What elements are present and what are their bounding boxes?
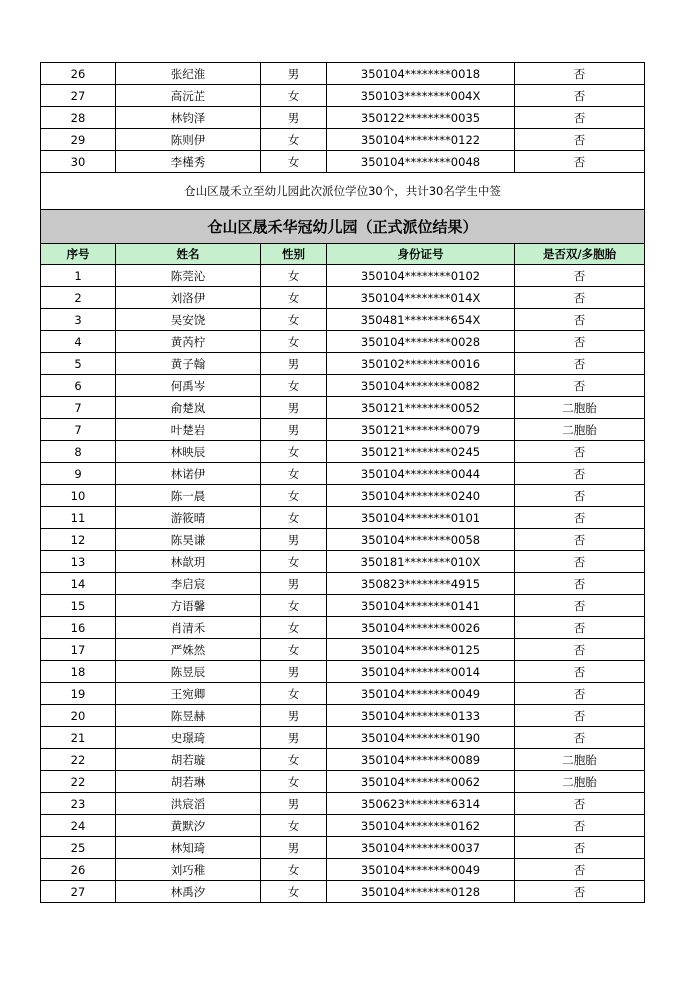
cell-multi: 否: [515, 309, 645, 331]
cell-id: 350121********0079: [327, 419, 515, 441]
cell-gender: 男: [261, 419, 327, 441]
table-row: [41, 749, 645, 771]
table-row: [41, 507, 645, 529]
cell-id: 350104********0062: [327, 771, 515, 793]
cell-id: 350104********0026: [327, 617, 515, 639]
cell-name: 林诺伊: [116, 463, 261, 485]
table-row: [41, 639, 645, 661]
cell-name: 陈昱辰: [116, 661, 261, 683]
cell-gender: 男: [261, 353, 327, 375]
cell-gender: 女: [261, 617, 327, 639]
cell-name: 张纪淮: [116, 63, 261, 85]
cell-gender: 女: [261, 815, 327, 837]
cell-no: 2: [41, 287, 116, 309]
cell-no: 13: [41, 551, 116, 573]
cell-no: 30: [41, 151, 116, 173]
cell-multi: 否: [515, 881, 645, 903]
cell-id: 350104********0190: [327, 727, 515, 749]
cell-multi: 否: [515, 463, 645, 485]
cell-id: 350104********0141: [327, 595, 515, 617]
cell-id: 350104********0125: [327, 639, 515, 661]
cell-gender: 女: [261, 595, 327, 617]
cell-no: 27: [41, 85, 116, 107]
results-table: [40, 62, 645, 903]
table-row: [41, 463, 645, 485]
cell-name: 胡若琳: [116, 771, 261, 793]
cell-no: 22: [41, 749, 116, 771]
cell-name: 方语馨: [116, 595, 261, 617]
column-header-row: [41, 244, 645, 265]
cell-no: 5: [41, 353, 116, 375]
cell-id: 350104********0101: [327, 507, 515, 529]
cell-no: 22: [41, 771, 116, 793]
cell-no: 28: [41, 107, 116, 129]
cell-name: 林歆玥: [116, 551, 261, 573]
current-school-rows: [41, 265, 645, 903]
cell-id: 350104********0048: [327, 151, 515, 173]
cell-gender: 女: [261, 309, 327, 331]
cell-gender: 男: [261, 573, 327, 595]
cell-gender: 女: [261, 129, 327, 151]
cell-name: 何禹岑: [116, 375, 261, 397]
cell-id: 350104********0014: [327, 661, 515, 683]
cell-multi: 否: [515, 815, 645, 837]
cell-id: 350104********0028: [327, 331, 515, 353]
table-row: [41, 375, 645, 397]
cell-no: 24: [41, 815, 116, 837]
cell-multi: 否: [515, 551, 645, 573]
cell-gender: 女: [261, 331, 327, 353]
cell-gender: 男: [261, 837, 327, 859]
cell-name: 刘巧稚: [116, 859, 261, 881]
cell-no: 27: [41, 881, 116, 903]
cell-multi: 否: [515, 529, 645, 551]
cell-name: 陈则伊: [116, 129, 261, 151]
cell-id: 350104********0082: [327, 375, 515, 397]
cell-no: 7: [41, 419, 116, 441]
cell-no: 17: [41, 639, 116, 661]
cell-multi: 否: [515, 107, 645, 129]
cell-multi: 否: [515, 639, 645, 661]
cell-gender: 女: [261, 441, 327, 463]
cell-gender: 女: [261, 749, 327, 771]
cell-gender: 女: [261, 859, 327, 881]
table-row: [41, 573, 645, 595]
cell-gender: 男: [261, 727, 327, 749]
table-row: [41, 661, 645, 683]
cell-no: 25: [41, 837, 116, 859]
cell-gender: 女: [261, 683, 327, 705]
table-row: [41, 397, 645, 419]
previous-school-rows: [41, 63, 645, 173]
table-row: [41, 793, 645, 815]
cell-multi: 否: [515, 287, 645, 309]
cell-multi: 否: [515, 793, 645, 815]
cell-name: 陈莞沁: [116, 265, 261, 287]
table-row: [41, 265, 645, 287]
cell-gender: 男: [261, 397, 327, 419]
header-id: 身份证号: [327, 244, 515, 265]
table-row: [41, 107, 645, 129]
table-row: [41, 287, 645, 309]
section-header: [41, 173, 645, 265]
cell-gender: 女: [261, 881, 327, 903]
cell-id: 350181********010X: [327, 551, 515, 573]
cell-name: 林知琦: [116, 837, 261, 859]
cell-no: 26: [41, 859, 116, 881]
cell-no: 14: [41, 573, 116, 595]
cell-multi: 否: [515, 837, 645, 859]
cell-id: 350623********6314: [327, 793, 515, 815]
header-gender: 性别: [261, 244, 327, 265]
cell-name: 黄芮柠: [116, 331, 261, 353]
cell-name: 洪宸滔: [116, 793, 261, 815]
cell-multi: 否: [515, 661, 645, 683]
cell-multi: 否: [515, 375, 645, 397]
table-row: [41, 63, 645, 85]
table-row: [41, 441, 645, 463]
cell-no: 7: [41, 397, 116, 419]
cell-multi: 二胞胎: [515, 771, 645, 793]
cell-name: 黄子翰: [116, 353, 261, 375]
cell-no: 1: [41, 265, 116, 287]
cell-gender: 男: [261, 705, 327, 727]
cell-no: 20: [41, 705, 116, 727]
cell-gender: 男: [261, 529, 327, 551]
cell-multi: 否: [515, 859, 645, 881]
cell-no: 10: [41, 485, 116, 507]
cell-no: 26: [41, 63, 116, 85]
cell-multi: 否: [515, 265, 645, 287]
cell-no: 29: [41, 129, 116, 151]
cell-multi: 二胞胎: [515, 397, 645, 419]
cell-id: 350122********0035: [327, 107, 515, 129]
cell-name: 肖清禾: [116, 617, 261, 639]
cell-name: 叶楚岩: [116, 419, 261, 441]
table-row: [41, 771, 645, 793]
cell-multi: 否: [515, 151, 645, 173]
cell-gender: 女: [261, 639, 327, 661]
cell-name: 黄默汐: [116, 815, 261, 837]
cell-gender: 女: [261, 771, 327, 793]
header-multi: 是否双/多胞胎: [515, 244, 645, 265]
table-row: [41, 85, 645, 107]
cell-name: 李槿秀: [116, 151, 261, 173]
table-row: [41, 129, 645, 151]
header-name: 姓名: [116, 244, 261, 265]
table-row: [41, 727, 645, 749]
cell-name: 王宛卿: [116, 683, 261, 705]
cell-name: 陈昊谦: [116, 529, 261, 551]
cell-multi: 否: [515, 63, 645, 85]
section-title: 仓山区晟禾华冠幼儿园（正式派位结果）: [41, 210, 645, 244]
cell-no: 23: [41, 793, 116, 815]
cell-no: 21: [41, 727, 116, 749]
cell-gender: 男: [261, 661, 327, 683]
cell-name: 胡若璇: [116, 749, 261, 771]
cell-name: 游筱晴: [116, 507, 261, 529]
cell-id: 350104********0089: [327, 749, 515, 771]
cell-multi: 否: [515, 129, 645, 151]
table-row: [41, 881, 645, 903]
table-row: [41, 419, 645, 441]
cell-gender: 女: [261, 375, 327, 397]
cell-multi: 否: [515, 573, 645, 595]
cell-name: 刘洛伊: [116, 287, 261, 309]
cell-gender: 女: [261, 463, 327, 485]
cell-id: 350104********0018: [327, 63, 515, 85]
cell-id: 350481********654X: [327, 309, 515, 331]
table-row: [41, 859, 645, 881]
cell-gender: 男: [261, 793, 327, 815]
cell-no: 3: [41, 309, 116, 331]
cell-multi: 否: [515, 617, 645, 639]
cell-no: 8: [41, 441, 116, 463]
header-no: 序号: [41, 244, 116, 265]
table-row: [41, 309, 645, 331]
cell-name: 史璟琦: [116, 727, 261, 749]
cell-name: 高沅芷: [116, 85, 261, 107]
summary-note: 仓山区晟禾立至幼儿园此次派位学位30个，共计30名学生中签: [41, 173, 645, 210]
cell-multi: 否: [515, 595, 645, 617]
cell-name: 林禹汐: [116, 881, 261, 903]
cell-id: 350104********0240: [327, 485, 515, 507]
table-row: [41, 529, 645, 551]
cell-multi: 否: [515, 85, 645, 107]
cell-gender: 女: [261, 551, 327, 573]
cell-gender: 女: [261, 151, 327, 173]
results-sheet: [40, 62, 644, 903]
table-row: [41, 353, 645, 375]
cell-no: 9: [41, 463, 116, 485]
cell-multi: 否: [515, 485, 645, 507]
cell-id: 350104********0058: [327, 529, 515, 551]
cell-id: 350823********4915: [327, 573, 515, 595]
cell-no: 4: [41, 331, 116, 353]
table-row: [41, 331, 645, 353]
cell-id: 350104********0122: [327, 129, 515, 151]
table-row: [41, 617, 645, 639]
cell-id: 350104********0102: [327, 265, 515, 287]
cell-id: 350104********0128: [327, 881, 515, 903]
cell-no: 16: [41, 617, 116, 639]
cell-multi: 否: [515, 727, 645, 749]
table-row: [41, 551, 645, 573]
cell-gender: 女: [261, 485, 327, 507]
cell-no: 18: [41, 661, 116, 683]
cell-id: 350104********0133: [327, 705, 515, 727]
cell-name: 陈一晨: [116, 485, 261, 507]
table-row: [41, 705, 645, 727]
cell-gender: 女: [261, 287, 327, 309]
cell-id: 350103********004X: [327, 85, 515, 107]
cell-no: 12: [41, 529, 116, 551]
cell-multi: 否: [515, 353, 645, 375]
cell-no: 15: [41, 595, 116, 617]
cell-multi: 二胞胎: [515, 749, 645, 771]
cell-multi: 否: [515, 705, 645, 727]
cell-name: 严姝然: [116, 639, 261, 661]
cell-no: 19: [41, 683, 116, 705]
cell-id: 350104********0037: [327, 837, 515, 859]
cell-id: 350104********0049: [327, 859, 515, 881]
cell-name: 李启宸: [116, 573, 261, 595]
cell-multi: 否: [515, 683, 645, 705]
cell-name: 陈昱赫: [116, 705, 261, 727]
cell-gender: 男: [261, 63, 327, 85]
cell-id: 350104********014X: [327, 287, 515, 309]
cell-id: 350121********0052: [327, 397, 515, 419]
cell-gender: 女: [261, 265, 327, 287]
table-row: [41, 151, 645, 173]
cell-multi: 否: [515, 507, 645, 529]
table-row: [41, 837, 645, 859]
cell-no: 11: [41, 507, 116, 529]
cell-multi: 否: [515, 441, 645, 463]
table-row: [41, 815, 645, 837]
cell-id: 350104********0049: [327, 683, 515, 705]
table-row: [41, 485, 645, 507]
cell-name: 林映辰: [116, 441, 261, 463]
cell-multi: 二胞胎: [515, 419, 645, 441]
cell-gender: 女: [261, 507, 327, 529]
cell-gender: 女: [261, 85, 327, 107]
cell-id: 350104********0162: [327, 815, 515, 837]
cell-id: 350104********0044: [327, 463, 515, 485]
cell-name: 吴安饶: [116, 309, 261, 331]
table-row: [41, 683, 645, 705]
cell-name: 俞楚岚: [116, 397, 261, 419]
cell-no: 6: [41, 375, 116, 397]
cell-gender: 男: [261, 107, 327, 129]
table-row: [41, 595, 645, 617]
cell-id: 350121********0245: [327, 441, 515, 463]
cell-multi: 否: [515, 331, 645, 353]
cell-id: 350102********0016: [327, 353, 515, 375]
cell-name: 林钧泽: [116, 107, 261, 129]
